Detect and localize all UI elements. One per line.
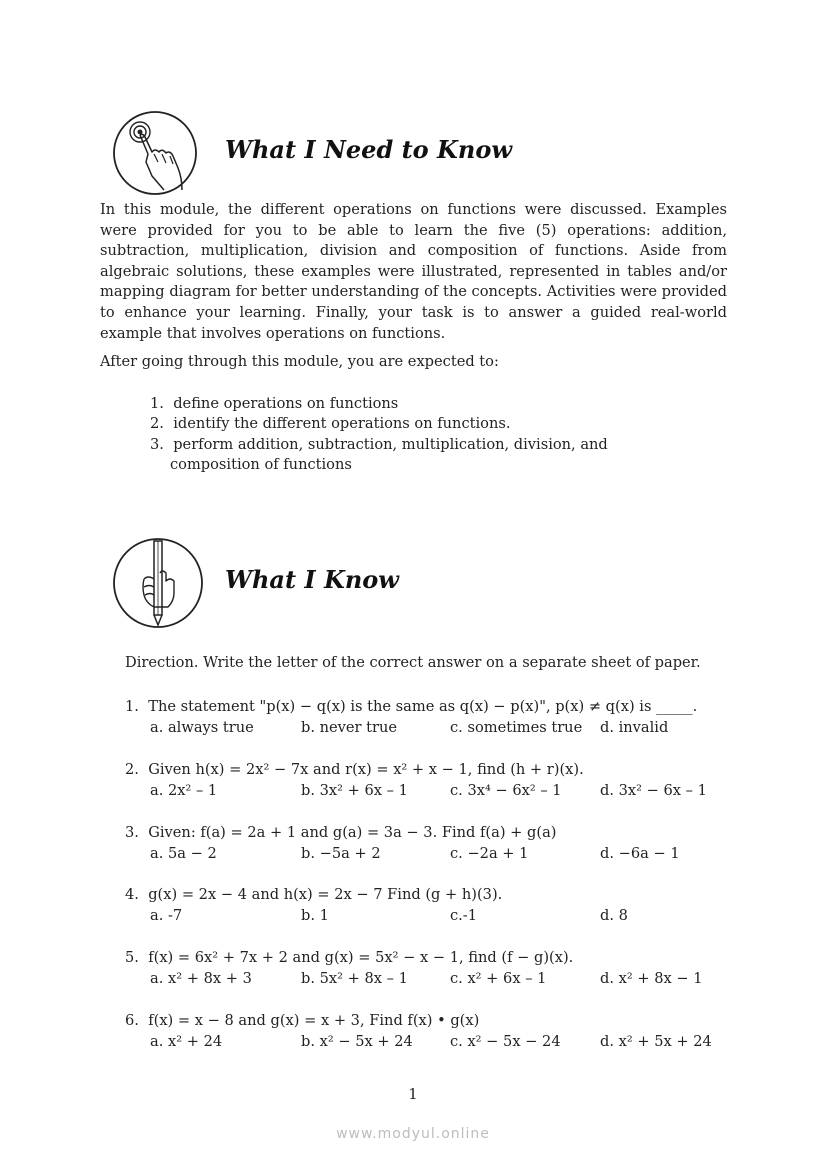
objective-item: 3. perform addition, subtraction, multiplication, division, and — [150, 436, 608, 453]
answer-option: d. 8 — [600, 907, 628, 924]
question-item: 4. g(x) = 2x − 4 and h(x) = 2x − 7 Find (g + h)(3). a. -7 b. 1 c.-1 d. 8 — [125, 886, 628, 924]
answer-option: a. 5a − 2 — [150, 845, 217, 862]
answer-option: c. x² + 6x – 1 — [450, 970, 547, 987]
answer-option: d. x² + 8x − 1 — [600, 970, 703, 987]
question-item: 6. f(x) = x − 8 and g(x) = x + 3, Find f(x) • g(x) a. x² + 24 b. x² − 5x + 24 c. x² − 5x − 24 d. x² + 5x + 24 — [125, 1012, 712, 1050]
hand-holding-pencil-icon — [112, 537, 204, 629]
pointing-hand-icon — [112, 110, 198, 196]
objective-item-continuation: composition of functions — [170, 456, 352, 473]
question-item: 5. f(x) = 6x² + 7x + 2 and g(x) = 5x² − x − 1, find (f − g)(x). a. x² + 8x + 3 b. 5x² + 8x – 1 c. x² + 6x – 1 d. x² + 8x − 1 — [125, 949, 703, 987]
answer-option: d. invalid — [600, 719, 669, 736]
question-item: 1. The statement "p(x) − q(x) is the same as q(x) − p(x)", p(x) ≠ q(x) is _____. a. always true b. never true c. sometimes true d. invalid — [125, 698, 698, 736]
answer-option: d. 3x² − 6x – 1 — [600, 782, 707, 799]
answer-option: a. x² + 8x + 3 — [150, 970, 252, 987]
answer-option: c.-1 — [450, 907, 478, 924]
answer-option: c. x² − 5x − 24 — [450, 1033, 561, 1050]
answer-option: c. 3x⁴ − 6x² – 1 — [450, 782, 562, 799]
direction-text: Direction. Write the letter of the correct answer on a separate sheet of paper. — [125, 654, 701, 671]
intro-paragraph: In this module, the different operations on functions were discussed. Examples were provided for you to be able to learn the five (5) operations: addition, subtraction, multiplication, division and composition of functions. Aside from algebraic solutions, these examples were illustrated, represented in tables and/or mapping diagram for better understanding of the concepts. Activities were provided to enhance your learning. Finally, your task is to answer a guided real-world example that involves operations on functions. — [100, 201, 727, 342]
question-item: 3. Given: f(a) = 2a + 1 and g(a) = 3a − 3. Find f(a) + g(a) a. 5a − 2 b. −5a + 2 c. −2a + 1 d. −6a − 1 — [125, 824, 680, 862]
answer-option: b. −5a + 2 — [301, 845, 381, 862]
answer-option: c. sometimes true — [450, 719, 583, 736]
answer-option: a. 2x² – 1 — [150, 782, 218, 799]
answer-option: b. never true — [301, 719, 398, 736]
answer-option: d. x² + 5x + 24 — [600, 1033, 712, 1050]
answer-option: c. −2a + 1 — [450, 845, 529, 862]
watermark: www.modyul.online — [336, 1126, 490, 1142]
answer-option: a. x² + 24 — [150, 1033, 223, 1050]
answer-option: d. −6a − 1 — [600, 845, 680, 862]
answer-option: b. 3x² + 6x – 1 — [301, 782, 408, 799]
answer-option: b. 5x² + 8x – 1 — [301, 970, 408, 987]
answer-option: b. x² − 5x + 24 — [301, 1033, 413, 1050]
answer-option: b. 1 — [301, 907, 329, 924]
section-title-what-i-need-to-know: What I Need to Know — [225, 135, 513, 164]
question-item: 2. Given h(x) = 2x² − 7x and r(x) = x² + x − 1, find (h + r)(x). a. 2x² – 1 b. 3x² + 6x – 1 c. 3x⁴ − 6x² – 1 d. 3x² − 6x – 1 — [125, 761, 707, 799]
objective-item: 2. identify the different operations on functions. — [150, 415, 511, 432]
answer-option: a. -7 — [150, 907, 183, 924]
objectives-intro: After going through this module, you are expected to: — [100, 353, 499, 370]
answer-option: a. always true — [150, 719, 254, 736]
page-number: 1 — [408, 1085, 418, 1103]
objective-item: 1. define operations on functions — [150, 395, 399, 412]
section-title-what-i-know: What I Know — [225, 565, 399, 594]
